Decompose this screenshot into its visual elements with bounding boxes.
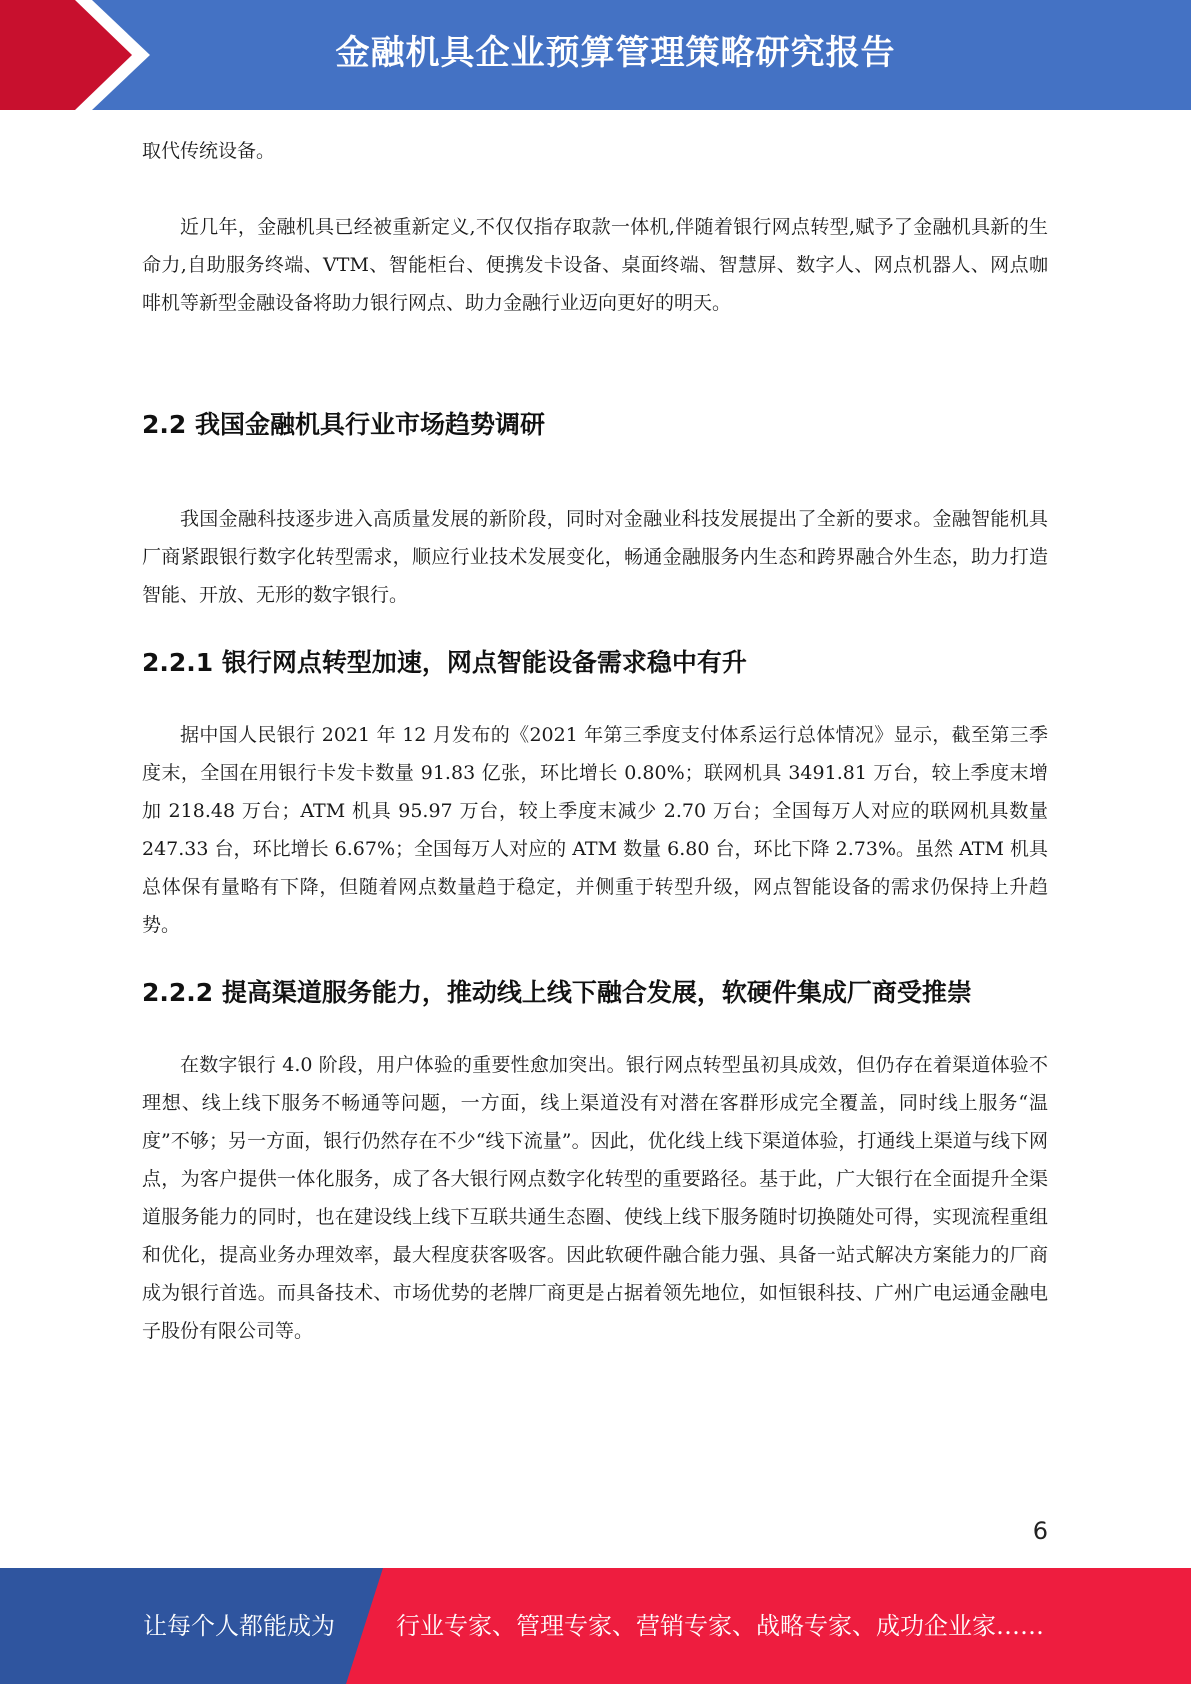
section-heading-2-2-2: 2.2.2 提高渠道服务能力，推动线上线下融合发展，软硬件集成厂商受推崇 [142, 978, 972, 1007]
section-heading-2-2: 2.2 我国金融机具行业市场趋势调研 [142, 410, 545, 439]
footer-slogan-left: 让每个人都能成为 [143, 1612, 335, 1640]
document-body [142, 132, 1048, 1350]
page-number: 6 [1032, 1517, 1048, 1545]
paragraph: 据中国人民银行 2021 年 12 月发布的《2021 年第三季度支付体系运行总体情况》显示，截至第三季度末，全国在用银行卡发卡数量 91.83 亿张，环比增长 0.80%；联网机具 3491.81 万台，较上季度末增加 218.48 万台；ATM 机具 95.97 万台，较上季度末减少 2.70 万台；全国每万人对应的联网机具数量 247.33 台，环比增长 6.67%；全国每万人对应的 ATM 数量 6.80 台，环比下降 2.73%。虽然 ATM 机具总体保有量略有下降，但随着网点数量趋于稳定，并侧重于转型升级，网点智能设备的需求仍保持上升趋势。 [142, 724, 1048, 936]
page-header [0, 0, 1191, 110]
paragraph: 在数字银行 4.0 阶段，用户体验的重要性愈加突出。银行网点转型虽初具成效，但仍存在着渠道体验不理想、线上线下服务不畅通等问题，一方面，线上渠道没有对潜在客群形成完全覆盖，同时线上服务“温度”不够；另一方面，银行仍然存在不少“线下流量”。因此，优化线上线下渠道体验，打通线上渠道与线下网点，为客户提供一体化服务，成了各大银行网点数字化转型的重要路径。基于此，广大银行在全面提升全渠道服务能力的同时，也在建设线上线下互联共通生态圈、使线上线下服务随时切换随处可得，实现流程重组和优化，提高业务办理效率，最大程度获客吸客。因此软硬件融合能力强、具备一站式解决方案能力的厂商成为银行首选。而具备技术、市场优势的老牌厂商更是占据着领先地位，如恒银科技、广州广电运通金融电子股份有限公司等。 [142, 1054, 1048, 1342]
page-footer [0, 1568, 1191, 1684]
paragraph: 近几年，金融机具已经被重新定义,不仅仅指存取款一体机,伴随着银行网点转型,赋予了金融机具新的生命力,自助服务终端、VTM、智能柜台、便携发卡设备、桌面终端、智慧屏、数字人、网点机器人、网点咖啡机等新型金融设备将助力银行网点、助力金融行业迈向更好的明天。 [142, 216, 1048, 314]
paragraph: 取代传统设备。 [142, 140, 276, 162]
document-title: 金融机具企业预算管理策略研究报告 [335, 33, 896, 73]
paragraph: 我国金融科技逐步进入高质量发展的新阶段，同时对金融业科技发展提出了全新的要求。金融智能机具厂商紧跟银行数字化转型需求，顺应行业技术发展变化，畅通金融服务内生态和跨界融合外生态，助力打造智能、开放、无形的数字银行。 [142, 508, 1048, 606]
footer-slogan-right: 行业专家、管理专家、营销专家、战略专家、成功企业家…… [396, 1612, 1044, 1640]
section-heading-2-2-1: 2.2.1 银行网点转型加速，网点智能设备需求稳中有升 [142, 648, 747, 677]
header-arrow-decoration [0, 0, 160, 110]
